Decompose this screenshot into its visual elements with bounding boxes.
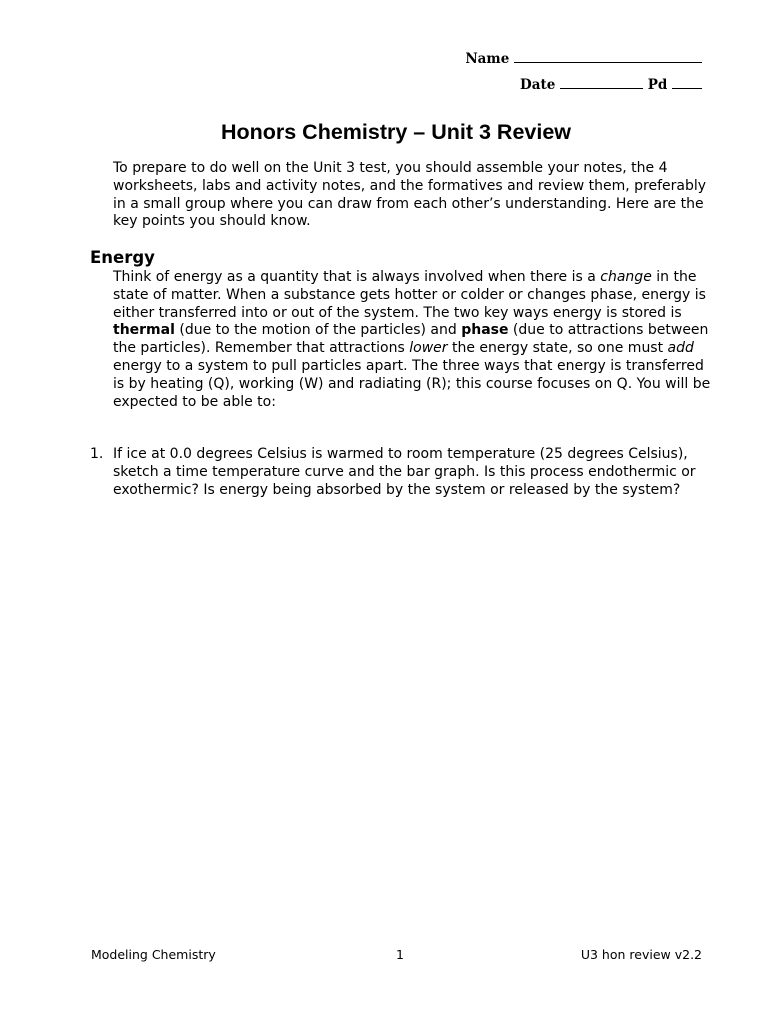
energy-text-3: (due to the motion of the particles) and (174, 322, 462, 339)
date-label: Date (520, 77, 556, 93)
name-field[interactable] (514, 50, 702, 63)
phase-term: phase (461, 322, 509, 339)
intro-paragraph: To prepare to do well on the Unit 3 test, you should assemble your notes, the 4 worksheets, labs and activity notes, and the formatives and review them, preferably in a small group where you can draw from each other’s understanding. Here are the key points you should know. (113, 160, 707, 230)
energy-text-6: energy to a system to pull particles apart. The three ways that energy is transferred is by heating (Q), working (W) and radiating (R); this course focuses on Q. You will be expected to be able to: (113, 357, 711, 410)
add-emphasis: add (667, 340, 694, 357)
date-field[interactable] (560, 76, 643, 89)
energy-text-4: (due to attractions between the particles). Remember that attractions (113, 322, 709, 357)
question-text: If ice at 0.0 degrees Celsius is warmed to room temperature (25 degrees Celsius), sketch a time temperature curve and the bar graph. Is this process endothermic or exothermic? Is energy being absorbed by the system or released by the system? (113, 446, 696, 498)
header-fields (465, 46, 702, 98)
page-title: Honors Chemistry – Unit 3 Review (220, 120, 572, 144)
name-row (465, 46, 702, 72)
footer-right: U3 hon review v2.2 (580, 947, 702, 962)
energy-text-1: Think of energy as a quantity that is always involved when there is a (113, 269, 601, 285)
name-label: Name (465, 51, 510, 67)
question-number: 1. (90, 446, 104, 462)
change-emphasis: change (600, 269, 652, 285)
page-number: 1 (396, 947, 404, 962)
thermal-term: thermal (113, 322, 175, 339)
lower-emphasis: lower (409, 340, 448, 357)
energy-heading: Energy (90, 248, 155, 267)
energy-text-5: the energy state, so one must (447, 340, 668, 357)
energy-text-2: in the state of matter. When a substance gets hotter or colder or changes phase, energy is either transferred into or out of the system. The two key ways energy is stored is (113, 269, 706, 321)
energy-paragraph (113, 269, 713, 411)
footer-left: Modeling Chemistry (91, 947, 216, 962)
pd-field[interactable] (672, 76, 702, 89)
date-row (465, 72, 702, 98)
pd-label: Pd (647, 77, 668, 93)
